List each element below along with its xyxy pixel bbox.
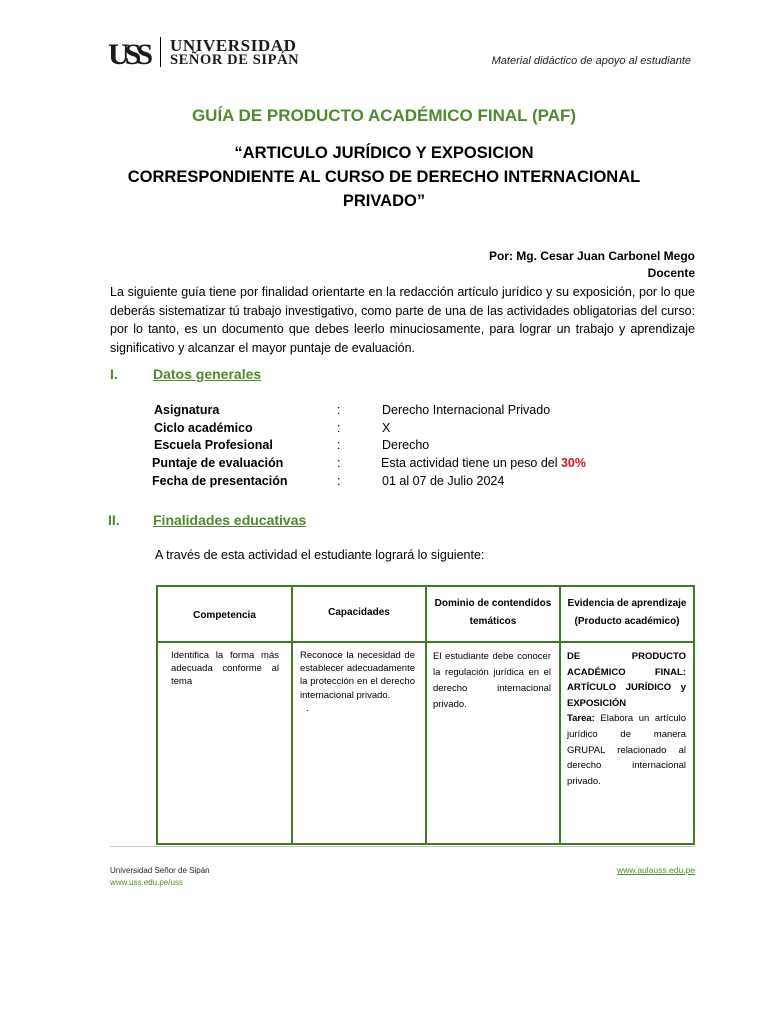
footer-uss-link[interactable]: www.uss.edu.pe/uss [110,878,183,887]
cell-capacidades-dot: . [306,702,309,714]
data-colon: : [337,403,341,417]
footer-divider [110,846,695,847]
university-name-line1: UNIVERSIDAD [170,36,297,55]
header-evidencia-line1: Evidencia de aprendizaje [567,598,687,609]
header-competencia: Competencia [193,610,256,621]
data-value-asignatura: Derecho Internacional Privado [382,403,551,417]
main-title-line2: CORRESPONDIENTE AL CURSO DE DERECHO INTERNACIONAL [127,168,641,186]
data-value-escuela: Derecho [382,438,430,452]
author-block [489,248,695,282]
evidencia-tarea-label: Tarea: [567,713,595,725]
section1-title: Datos generales [153,366,262,382]
table-divider [291,587,293,843]
data-value-puntaje [381,456,586,470]
document-main-title [90,141,678,213]
data-label-puntaje: Puntaje de evaluación [152,456,284,470]
university-name-line2: SEÑOR DE SIPÁN [170,52,300,68]
puntaje-percent: 30% [560,456,587,470]
author-role: Docente [647,266,695,280]
data-colon: : [337,438,341,452]
material-caption: Material didáctico de apoyo al estudiante [491,55,691,67]
data-label-fecha: Fecha de presentación [152,474,288,488]
section2-number: II. [108,512,120,528]
main-title-line1: “ARTICULO JURÍDICO Y EXPOSICION [234,144,534,162]
footer-university: Universidad Señor de Sipán [110,866,210,875]
main-title-line3: PRIVADO” [342,192,426,210]
footer-aula-link[interactable]: www.aulauss.edu.pe [617,865,695,875]
table-header-divider [158,641,693,643]
data-value-ciclo: X [382,421,391,435]
cell-evidencia [567,649,686,789]
cell-capacidades-text: Reconoce la necesidad de establecer adecuadamente la protección en el derecho internacional privado. [300,650,415,701]
data-label-asignatura: Asignatura [154,403,220,417]
data-label-escuela: Escuela Profesional [154,438,273,452]
svg-text:USS: USS [108,38,149,68]
header-evidencia [561,595,693,631]
data-colon: : [337,421,341,435]
cell-competencia: Identifica la forma más adecuada conforme al tema [171,650,279,688]
section1-number: I. [110,366,118,382]
header-capacidades: Capacidades [328,607,390,618]
cell-dominio: El estudiante debe conocer la regulación jurídica en el derecho internacional privado. [433,651,551,710]
header-dominio-line1: Dominio de contendidos [434,598,552,609]
intro-paragraph: La siguiente guía tiene por finalidad orientarte en la redacción artículo jurídico y su exposición, por lo que deberás sistematizar tú trabajo investigativo, como parte de una de las actividades obligatorias del curso: por lo tanto, es un documento que debes leerlo minuciosamente, para lograr un trabajo y aprendizaje significativo y alcanzar el mayor puntaje de evaluación. [110,285,695,355]
section2-lead: A través de esta actividad el estudiante logrará lo siguiente: [155,548,485,562]
header-evidencia-line2: (Producto académico) [574,616,680,627]
evidencia-tarea-text: Elabora un artículo jurídico de manera GRUPAL relacionado al derecho internacional privado. [567,713,686,787]
author-name: Por: Mg. Cesar Juan Carbonel Mego [488,249,695,263]
data-colon: : [337,456,341,470]
outcomes-table [156,585,695,845]
puntaje-text: Esta actividad tiene un peso del [381,456,561,470]
header-dominio-line2: temáticos [469,616,517,627]
evidencia-product: DE PRODUCTO ACADÉMICO FINAL: ARTÍCULO JURÍDICO y EXPOSICIÓN [567,651,686,709]
data-label-ciclo: Ciclo académico [154,421,253,435]
cell-capacidades [300,649,415,715]
uss-logo-icon [108,36,152,68]
data-value-fecha: 01 al 07 de Julio 2024 [382,474,505,488]
data-colon: : [337,474,341,488]
guide-title: GUÍA DE PRODUCTO ACADÉMICO FINAL (PAF) [191,106,577,125]
section2-title: Finalidades educativas [153,512,307,528]
logo-divider [160,37,161,67]
header-dominio [427,595,559,631]
